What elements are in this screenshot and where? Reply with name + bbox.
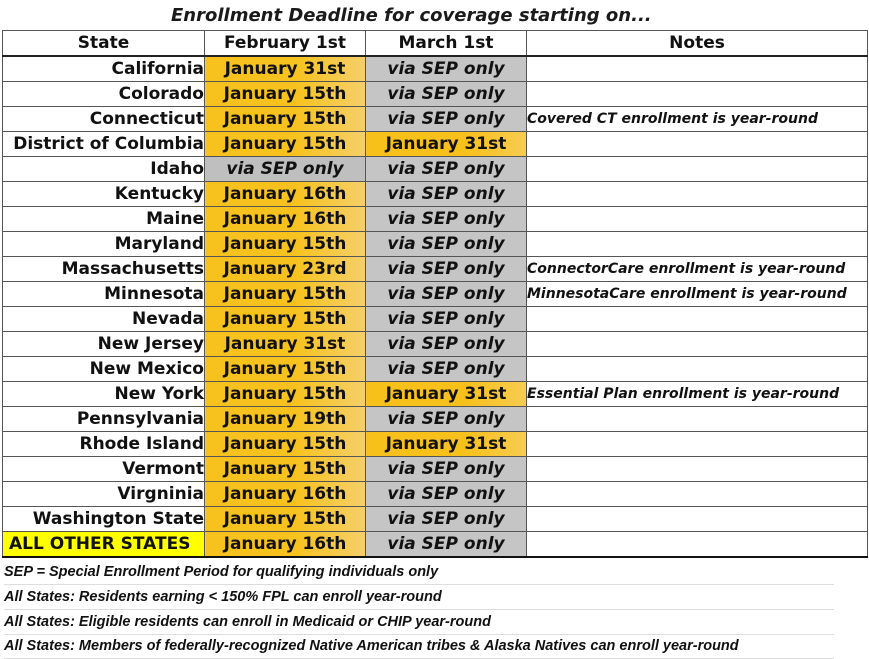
table-row <box>3 332 868 357</box>
table-row <box>3 457 868 482</box>
table-row <box>3 82 868 107</box>
table-row <box>3 382 868 407</box>
footer-line: All States: Members of federally-recognized Native American tribes & Alaska Natives can enroll year-round <box>4 634 834 659</box>
table-row <box>3 257 868 282</box>
notes-cell <box>527 207 868 232</box>
notes-cell <box>527 182 868 207</box>
february-deadline-cell: January 23rd <box>205 257 366 282</box>
table-row <box>3 232 868 257</box>
table-row <box>3 407 868 432</box>
notes-cell <box>527 307 868 332</box>
state-cell: ALL OTHER STATES <box>3 532 205 558</box>
state-cell: Minnesota <box>3 282 205 307</box>
march-deadline-cell: via SEP only <box>366 56 527 82</box>
notes-cell <box>527 332 868 357</box>
notes-cell: Covered CT enrollment is year-round <box>527 107 868 132</box>
table-row <box>3 282 868 307</box>
february-deadline-cell: via SEP only <box>205 157 366 182</box>
march-deadline-cell: via SEP only <box>366 307 527 332</box>
notes-cell: ConnectorCare enrollment is year-round <box>527 257 868 282</box>
february-deadline-cell: January 15th <box>205 307 366 332</box>
header-notes: Notes <box>527 31 868 57</box>
february-deadline-cell: January 15th <box>205 82 366 107</box>
march-deadline-cell: via SEP only <box>366 532 527 558</box>
march-deadline-cell: via SEP only <box>366 407 527 432</box>
table-row <box>3 482 868 507</box>
table-row <box>3 157 868 182</box>
state-cell: Vermont <box>3 457 205 482</box>
march-deadline-cell: via SEP only <box>366 182 527 207</box>
state-cell: New Jersey <box>3 332 205 357</box>
table-row <box>3 107 868 132</box>
table-row <box>3 182 868 207</box>
february-deadline-cell: January 16th <box>205 182 366 207</box>
february-deadline-cell: January 15th <box>205 357 366 382</box>
state-cell: Washington State <box>3 507 205 532</box>
february-deadline-cell: January 15th <box>205 432 366 457</box>
notes-cell <box>527 532 868 558</box>
state-cell: Maine <box>3 207 205 232</box>
february-deadline-cell: January 15th <box>205 507 366 532</box>
table-row <box>3 207 868 232</box>
february-deadline-cell: January 15th <box>205 457 366 482</box>
notes-cell <box>527 432 868 457</box>
february-deadline-cell: January 31st <box>205 56 366 82</box>
state-cell: Colorado <box>3 82 205 107</box>
march-deadline-cell: January 31st <box>366 432 527 457</box>
notes-cell <box>527 132 868 157</box>
footer-line: All States: Eligible residents can enroll in Medicaid or CHIP year-round <box>4 610 834 635</box>
state-cell: Rhode Island <box>3 432 205 457</box>
header-mar: March 1st <box>366 31 527 57</box>
notes-cell <box>527 507 868 532</box>
march-deadline-cell: via SEP only <box>366 232 527 257</box>
state-cell: Maryland <box>3 232 205 257</box>
march-deadline-cell: via SEP only <box>366 482 527 507</box>
table-row <box>3 132 868 157</box>
february-deadline-cell: January 16th <box>205 482 366 507</box>
notes-cell <box>527 482 868 507</box>
february-deadline-cell: January 16th <box>205 532 366 558</box>
march-deadline-cell: via SEP only <box>366 157 527 182</box>
march-deadline-cell: January 31st <box>366 132 527 157</box>
notes-cell <box>527 457 868 482</box>
footer-line: All States: Residents earning < 150% FPL can enroll year-round <box>4 585 834 610</box>
march-deadline-cell: via SEP only <box>366 207 527 232</box>
enrollment-table <box>2 30 868 558</box>
february-deadline-cell: January 16th <box>205 207 366 232</box>
table-row <box>3 357 868 382</box>
march-deadline-cell: via SEP only <box>366 457 527 482</box>
state-cell: New York <box>3 382 205 407</box>
state-cell: California <box>3 56 205 82</box>
march-deadline-cell: via SEP only <box>366 282 527 307</box>
table-row <box>3 432 868 457</box>
table-row <box>3 532 868 558</box>
state-cell: Virgninia <box>3 482 205 507</box>
header-state: State <box>3 31 205 57</box>
table-row <box>3 507 868 532</box>
february-deadline-cell: January 15th <box>205 382 366 407</box>
state-cell: New Mexico <box>3 357 205 382</box>
february-deadline-cell: January 15th <box>205 282 366 307</box>
notes-cell <box>527 357 868 382</box>
state-cell: Nevada <box>3 307 205 332</box>
february-deadline-cell: January 19th <box>205 407 366 432</box>
february-deadline-cell: January 15th <box>205 107 366 132</box>
march-deadline-cell: via SEP only <box>366 507 527 532</box>
notes-cell <box>527 407 868 432</box>
notes-cell: MinnesotaCare enrollment is year-round <box>527 282 868 307</box>
notes-cell <box>527 232 868 257</box>
march-deadline-cell: via SEP only <box>366 82 527 107</box>
february-deadline-cell: January 15th <box>205 132 366 157</box>
table-title: Enrollment Deadline for coverage starting on... <box>171 5 652 26</box>
state-cell: Massachusetts <box>3 257 205 282</box>
state-cell: Connecticut <box>3 107 205 132</box>
state-cell: District of Columbia <box>3 132 205 157</box>
footer-line: SEP = Special Enrollment Period for qualifying individuals only <box>4 560 834 585</box>
header-row <box>3 31 868 57</box>
state-cell: Idaho <box>3 157 205 182</box>
notes-cell <box>527 82 868 107</box>
notes-cell <box>527 157 868 182</box>
february-deadline-cell: January 31st <box>205 332 366 357</box>
notes-cell: Essential Plan enrollment is year-round <box>527 382 868 407</box>
table-row <box>3 56 868 82</box>
february-deadline-cell: January 15th <box>205 232 366 257</box>
march-deadline-cell: January 31st <box>366 382 527 407</box>
state-cell: Pennsylvania <box>3 407 205 432</box>
march-deadline-cell: via SEP only <box>366 107 527 132</box>
state-cell: Kentucky <box>3 182 205 207</box>
header-feb: February 1st <box>205 31 366 57</box>
march-deadline-cell: via SEP only <box>366 257 527 282</box>
march-deadline-cell: via SEP only <box>366 357 527 382</box>
march-deadline-cell: via SEP only <box>366 332 527 357</box>
table-row <box>3 307 868 332</box>
notes-cell <box>527 56 868 82</box>
